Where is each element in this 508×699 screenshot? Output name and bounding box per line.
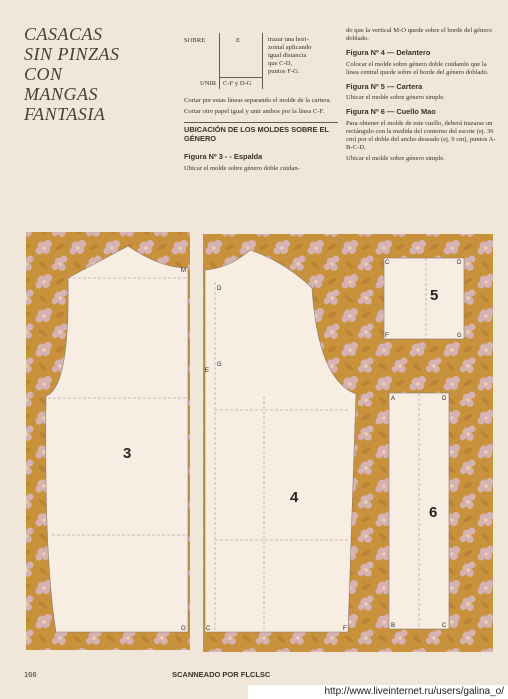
schema-cf-dg-label: C-F y D-G [223,80,252,87]
paragraph: Para obtener el molde de este cuello, deberá trazarse un rectángulo con la medida del contorno del escote (ej. 36 cm) por el doble del ancho deseado (ej. 9 cm), puntos A-B-C-D. [346,119,496,152]
point-label: D [457,260,462,266]
figure-number-6: 6 [429,504,438,521]
figure-4-heading: Figura Nº 4 — Delantero [346,48,431,58]
point-label: D [217,286,222,292]
paragraph: Cortar por estas líneas separando el molde de la cartera. [184,97,332,104]
point-label: G [217,362,222,368]
schema-unir-label: UNIR [200,80,217,87]
point-label: C [206,626,211,632]
title-line: FANTASIA [24,104,106,124]
point-label: O [181,626,186,632]
paragraph: Ubicar el molde sobre género simple. [346,94,445,102]
figure-number-4: 4 [290,489,299,506]
point-label: D [442,396,447,402]
schema-note-line: zontal aplicando [268,44,312,51]
schema-note-line: puntos F-G. [268,68,300,75]
source-url-watermark[interactable]: http://www.liveinternet.ru/users/galina_o/ [248,685,508,699]
schema-note-line: que C-D, [268,60,293,67]
title-line: SIN PINZAS [24,44,120,64]
paragraph: Cortar otro papel igual y unir ambos por la línea C-F. [184,108,325,116]
title-line: CON [24,64,63,84]
figure-6-heading: Figura Nº 6 — Cuello Mao [346,107,436,117]
title-line: CASACAS [24,24,103,44]
figure-3-heading: Figura Nº 3 - - Espalda [184,152,263,162]
schema-sobre-label: SOBRE [184,37,206,44]
schema-note-line: igual distancia [268,52,307,59]
point-label: C [442,623,447,629]
page-number: 166 [24,670,37,679]
title-line: MANGAS [24,84,98,104]
figure-number-3: 3 [123,445,132,462]
scanner-credit: SCANNEADO POR FLCLSC [172,670,271,679]
paragraph: Ubicar el molde sobre género doble cuidan- [184,164,300,172]
point-label: F [385,333,389,339]
point-label: G [457,333,462,339]
point-label: M [181,268,186,274]
point-label: A [391,396,396,402]
point-label: B [391,623,396,629]
figure-number-5: 5 [430,287,439,304]
paragraph: Ubicar el molde sobre género simple. [346,155,445,163]
pattern-piece-5 [384,258,464,339]
section-heading: UBICACIÓN DE LOS MOLDES SOBRE EL GÉNERO [184,122,338,143]
figure-5-heading: Figura Nº 5 — Cartera [346,82,423,92]
point-label: E [205,368,210,374]
point-label: F [343,626,347,632]
point-label: C [385,260,390,266]
paragraph: do que la vertical M-O quede sobre el borde del género doblado. [346,27,492,43]
schema-note-line: trazar una hori- [268,36,309,43]
schema-e-label: E [236,37,241,44]
paragraph: Colocar el molde sobre género doble cuidando que la línea central quede sobre el borde del género doblado. [346,60,489,76]
